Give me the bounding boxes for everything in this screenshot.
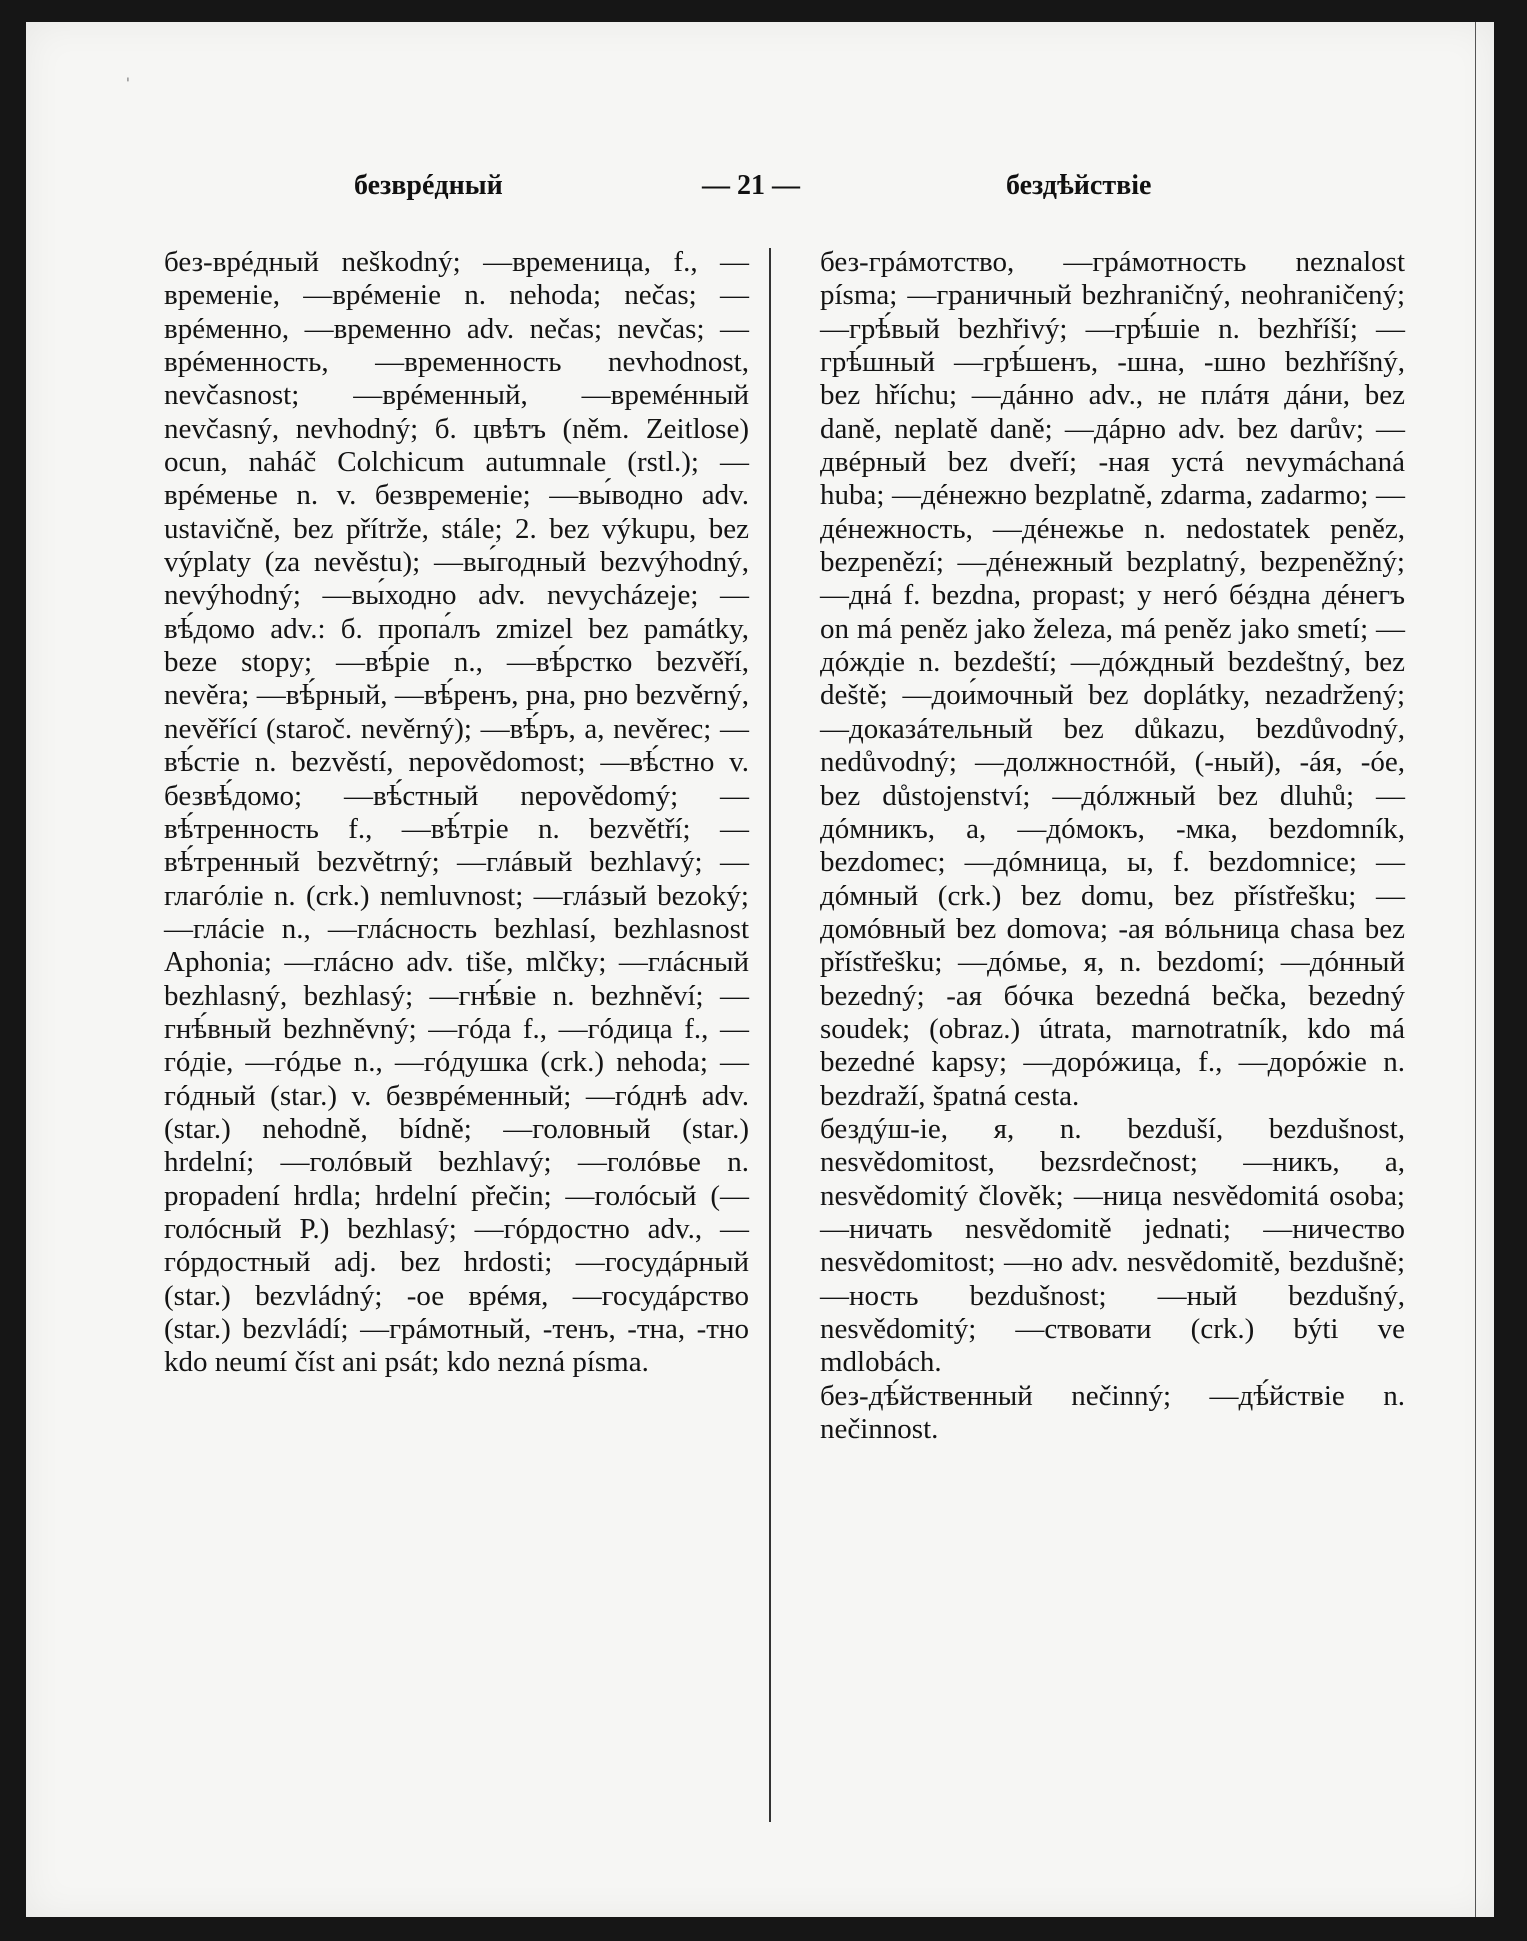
dictionary-entry: без-грáмотство, —грáмотность neznalost písma; —граничный bezhraničný, neohraničený; —грѣ́вый bezhřivý; —грѣ́шіе n. bezhříší; —грѣ́шный —грѣ́шенъ, -шна, -шно bezhříšný, bez hříchu; —дáнно adv., не плáтя дáни, bez daně, neplatě daně; —дáрно adv. bez darův; —двéрный bez dveří; -ная устá nevymáchaná huba; —дéнежно bezplatně, zdarma, zadarmo; —дéнежность, —дéнежье n. nedostatek peněz, bezpenězí; —дéнежный bezplatný, bezpeněžný; —днá f. bezdna, propast; у негó бéздна дéнегъ on má peněz jako železa, má peněz jako smetí; —дóждіе n. bezdeští; —дóждный bezdeštný, bez deště; —дои́мочный bez doplátky, nezadržený; —доказáтельный bez důkazu, bezdůvodný, nedůvodný; —должностнóй, (-ный), -áя, -óе, bez důstojenství; —дóлжный bez dluhů; —дóмникъ, а, —дóмокъ, -мка, bezdomník, bezdomec; —дóмница, ы, f. bezdomnice; —дóмный (crk.) bez domu, bez přístřešku; —домóвный bez domova; -ая вóльница chasa bez přístřešku; —дóмье, я, n. bezdomí; —дóнный bezedný; -ая бóчка bezedná bečka, bezedný soudek; (obraz.) útrata, marnotratník, kdo má bezedné kapsy; —дорóжица, f., —дорóжіе n. bezdraží, špatná cesta. xyxy=(820,246,1405,1112)
dictionary-entry: без-дѣ́йственный nečinný; —дѣ́йствіе n. nečinnost. xyxy=(820,1379,1405,1446)
dictionary-entry: без-врéдный neškodný; —временица, f., —временіе, —врéменіе n. nehoda; nečas; —врéменно, —временно adv. nečas; nevčas; —врéменность, —временность nevhodnost, nevčasnost; —врéменный, —времéнный nevčasný, nevhodný; б. цвѣтъ (něm. Zeitlose) ocun, naháč Colchicum autumnale (rstl.); —врéменье n. v. безвременіе; —вы́водно adv. ustavičně, bez přítrže, stále; 2. bez výkupu, bez výplaty (za nevěstu); —вы́годный bezvýhodný, nevýhodný; —вы́ходно adv. nevycházeje; —вѣ́домо adv.: б. пропа́лъ zmizel bez památky, beze stopy; —вѣ́ріе n., —вѣ́рстко bezvěří, nevěra; —вѣ́рный, —вѣ́ренъ, рна, рно bezvěrný, nevěřící (staroč. nevěrný); —вѣ́ръ, а, nevěrec; —вѣ́стіе n. bezvěstí, nepovědomost; —вѣ́стно v. безвѣ́домо; —вѣ́стный nepovědomý; —вѣ́тренность f., —вѣ́тріе n. bezvětří; —вѣ́тренный bezvětrný; —глáвый bezhlavý; —глагóліе n. (crk.) nemluvnost; —глáзый bezoký; —глáсіе n., —глáсность bezhlasí, bezhlasnost Aphonia; —глáсно adv. tiše, mlčky; —глáсный bezhlasný, bezhlasý; —гнѣ́віе n. bezhněví; —гнѣ́вный bezhněvný; —гóда f., —гóдица f., —гóдіе, —гóдье n., —гóдушка (crk.) nehoda; —гóдный (star.) v. безврéменный; —гóднѣ adv. (star.) nehodně, bídně; —головный (star.) hrdelní; —голóвый bezhlavý; —голóвье n. propadení hrdla; hrdelní přečin; —голóсый (—голóсный P.) bezhlasý; —гóрдостно adv., —гóрдостный adj. bez hrdosti; —госудáрный (star.) bezvládný; -ое врéмя, —госудáрство (star.) bezvládí; —грáмотный, -тенъ, -тна, -тно kdo neumí číst ani psát; kdo nezná písma. xyxy=(164,246,749,1379)
page-speck: ' xyxy=(126,76,130,92)
dictionary-page xyxy=(26,22,1494,1917)
page-header xyxy=(26,170,1494,210)
column-divider xyxy=(769,248,771,1822)
page-edge-line xyxy=(1475,22,1476,1917)
left-column xyxy=(164,246,749,1380)
right-column xyxy=(820,246,1405,1446)
dictionary-entry: бездýш-іе, я, n. bezduší, bezdušnost, nesvědomitost, bezsrdečnost; —никъ, а, nesvědomitý člověk; —ница nesvědomitá osoba; —ничать nesvědomitě jednati; —ничество nesvědomitost; —но adv. nesvědomitě, bezdušně; —ность bezdušnost; —ный bezdušný, nesvědomitý; —ствовати (crk.) býti ve mdlobách. xyxy=(820,1112,1405,1379)
page-number: — 21 — xyxy=(702,170,800,201)
left-running-headword: безврéдный xyxy=(354,170,503,201)
right-running-headword: бездѣйствіе xyxy=(1006,170,1152,201)
